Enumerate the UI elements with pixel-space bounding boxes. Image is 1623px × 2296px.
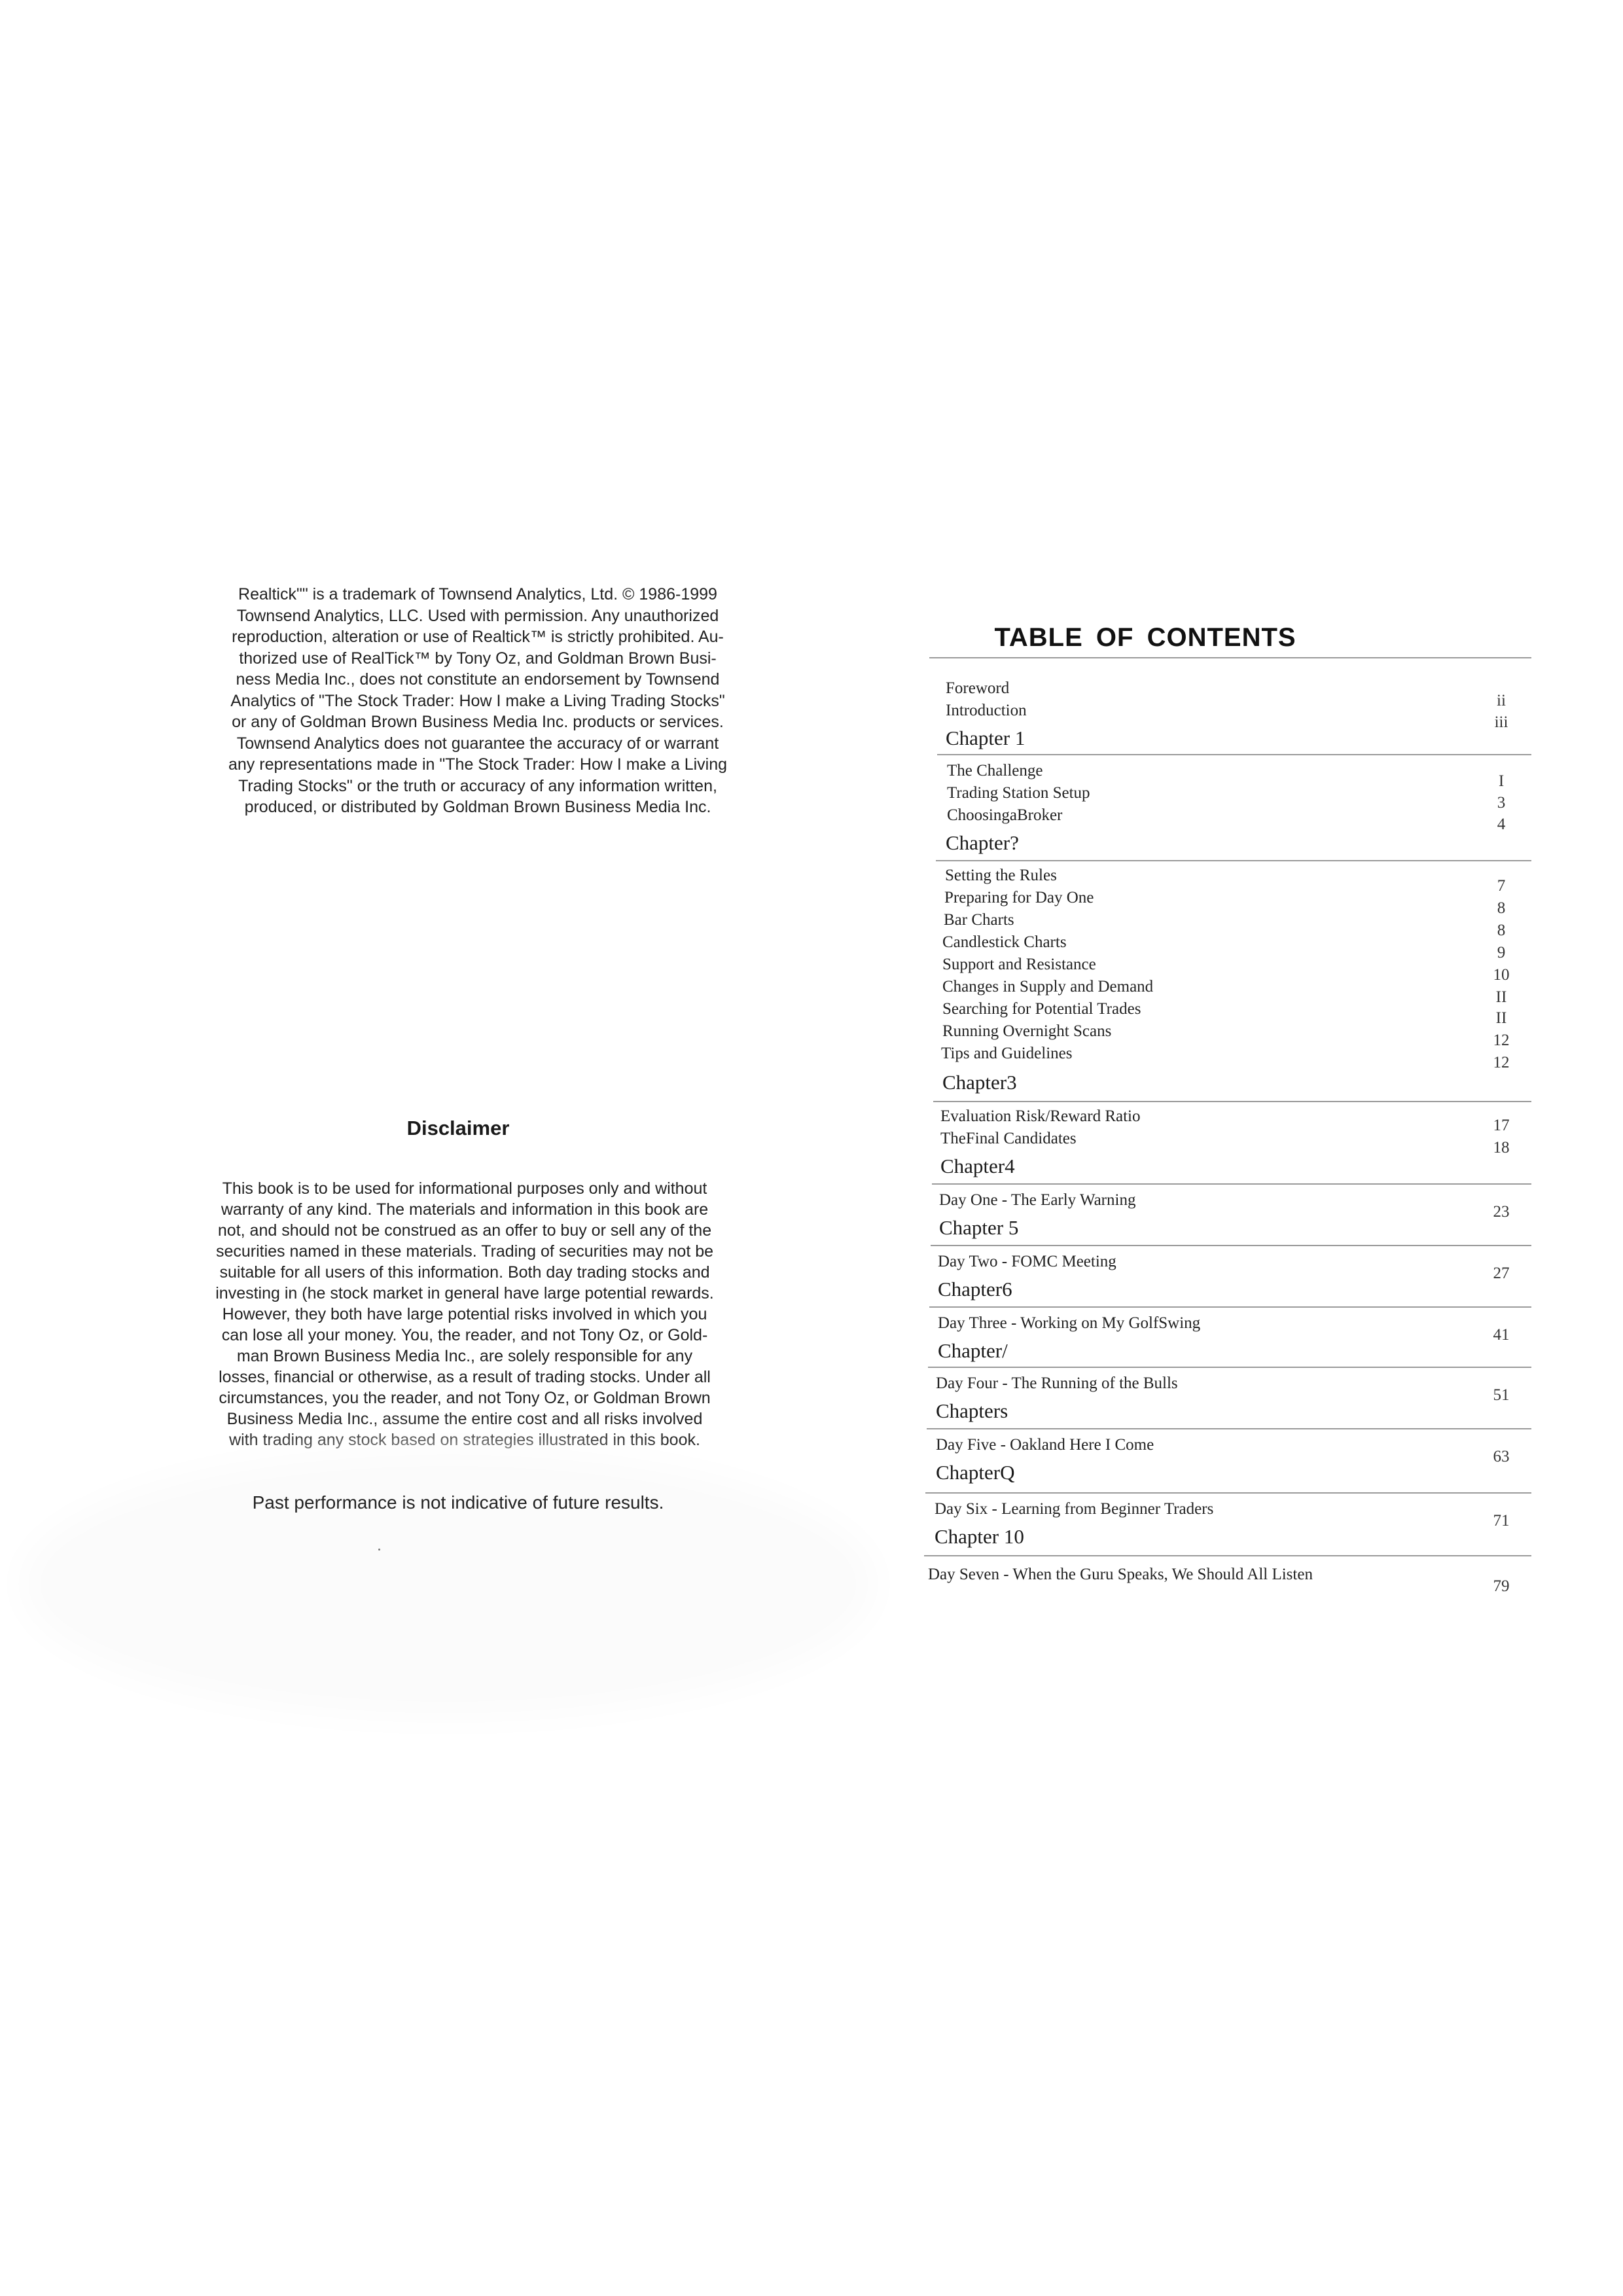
toc-page-number: iii xyxy=(1494,713,1508,731)
toc-entry: Evaluation Risk/Reward Ratio xyxy=(940,1107,1141,1125)
toc-title: TABLE OF CONTENTS xyxy=(994,623,1296,652)
toc-page-number: 27 xyxy=(1493,1265,1510,1282)
toc-entry: Running Overnight Scans xyxy=(942,1022,1112,1040)
toc-divider xyxy=(929,657,1531,658)
toc-entry: Day Three - Working on My GolfSwing xyxy=(938,1314,1201,1332)
toc-divider xyxy=(931,1245,1531,1246)
toc-page-number: 9 xyxy=(1497,944,1506,961)
disclaimer-line: with trading any stock based on strategies illustrated in this book. xyxy=(229,1431,700,1449)
toc-page-number: 79 xyxy=(1493,1577,1510,1595)
toc-entry: Introduction xyxy=(946,702,1027,719)
toc-page-number: 71 xyxy=(1493,1512,1510,1530)
toc-divider xyxy=(929,1306,1531,1308)
toc-entry: Day Seven - When the Guru Speaks, We Should All Listen xyxy=(928,1566,1313,1583)
toc-entry: Foreword xyxy=(946,679,1010,697)
toc-entry: Candlestick Charts xyxy=(942,933,1067,951)
toc-divider xyxy=(933,1101,1531,1102)
toc-entry: Setting the Rules xyxy=(945,867,1057,884)
toc-page-number: 18 xyxy=(1493,1139,1510,1157)
toc-chapter-heading: Chapter 5 xyxy=(939,1216,1019,1239)
disclaimer-line: losses, financial or otherwise, as a result of trading stocks. Under all xyxy=(219,1368,711,1386)
disclaimer-line: man Brown Business Media Inc., are solely responsible for any xyxy=(236,1347,693,1365)
disclaimer-line: warranty of any kind. The materials and information in this book are xyxy=(221,1200,709,1219)
toc-entry: ChoosingaBroker xyxy=(947,806,1063,824)
toc-page-number: II xyxy=(1495,1009,1507,1027)
trademark-line: any representations made in "The Stock Trader: How I make a Living xyxy=(228,755,728,774)
toc-divider xyxy=(928,1367,1531,1368)
toc-divider xyxy=(924,1555,1531,1556)
trademark-line: thorized use of RealTick™ by Tony Oz, and Goldman Brown Busi- xyxy=(239,649,717,668)
disclaimer-heading: Disclaimer xyxy=(406,1117,510,1139)
toc-entry: Day Five - Oakland Here I Come xyxy=(936,1436,1154,1454)
trademark-line: produced, or distributed by Goldman Brown Business Media Inc. xyxy=(244,798,711,816)
disclaimer-line: This book is to be used for informational purposes only and without xyxy=(222,1179,707,1198)
disclaimer-line: securities named in these materials. Trading of securities may not be xyxy=(215,1242,714,1261)
toc-page-number: 63 xyxy=(1493,1448,1510,1465)
toc-divider xyxy=(936,860,1531,861)
toc-page-number: 4 xyxy=(1497,816,1506,833)
disclaimer-line: However, they both have large potential risks involved in which you xyxy=(222,1305,707,1323)
trademark-line: ness Media Inc., does not constitute an endorsement by Townsend xyxy=(236,670,720,689)
toc-page-number: 8 xyxy=(1497,922,1506,939)
toc-divider xyxy=(932,1183,1531,1185)
toc-entry: TheFinal Candidates xyxy=(940,1130,1077,1147)
toc-page-number: 8 xyxy=(1497,899,1506,917)
toc-page-number: 7 xyxy=(1497,877,1506,895)
toc-page-number: 12 xyxy=(1493,1031,1510,1049)
trademark-line: or any of Goldman Brown Business Media Inc. products or services. xyxy=(232,713,724,731)
toc-entry: Preparing for Day One xyxy=(944,889,1094,906)
toc-chapter-heading: Chapter4 xyxy=(940,1155,1015,1177)
toc-page-number: ii xyxy=(1497,692,1506,709)
toc-entry: The Challenge xyxy=(947,762,1043,780)
toc-page-number: I xyxy=(1498,772,1505,790)
toc-chapter-heading: Chapter 10 xyxy=(935,1525,1024,1548)
disclaimer-line: Business Media Inc., assume the entire cost and all risks involved xyxy=(226,1410,703,1428)
past-performance-note: Past performance is not indicative of future results. xyxy=(252,1492,664,1513)
disclaimer-text xyxy=(137,1178,792,1450)
trademark-line: Analytics of "The Stock Trader: How I make a Living Trading Stocks" xyxy=(230,691,725,710)
toc-entry: Changes in Supply and Demand xyxy=(942,978,1154,996)
trademark-line: Realtick"" is a trademark of Townsend Analytics, Ltd. © 1986-1999 xyxy=(238,585,717,603)
disclaimer-line: suitable for all users of this information. Both day trading stocks and xyxy=(219,1263,710,1282)
disclaimer-line: circumstances, you the reader, and not Tony Oz, or Goldman Brown xyxy=(219,1389,711,1407)
toc-chapter-heading: Chapter? xyxy=(946,831,1019,854)
toc-divider xyxy=(925,1492,1531,1494)
disclaimer-line: not, and should not be construed as an offer to buy or sell any of the xyxy=(217,1221,712,1240)
toc-page-number: 12 xyxy=(1493,1054,1510,1071)
toc-page-number: 23 xyxy=(1493,1203,1510,1221)
toc-chapter-heading: Chapter/ xyxy=(938,1339,1008,1362)
disclaimer-line: investing in (he stock market in general have large potential rewards. xyxy=(215,1284,714,1302)
toc-entry: Day Six - Learning from Beginner Traders xyxy=(935,1500,1214,1518)
toc-chapter-heading: Chapter 1 xyxy=(946,726,1026,749)
toc-entry: Trading Station Setup xyxy=(947,784,1090,802)
toc-entry: Support and Resistance xyxy=(942,956,1096,973)
toc-entry: Day One - The Early Warning xyxy=(939,1191,1136,1209)
trademark-line: Townsend Analytics, LLC. Used with permission. Any unauthorized xyxy=(236,606,719,625)
trademark-line: Trading Stocks" or the truth or accuracy of any information written, xyxy=(238,776,717,795)
toc-entry: Day Two - FOMC Meeting xyxy=(938,1253,1116,1270)
toc-entry: Tips and Guidelines xyxy=(941,1045,1073,1062)
toc-divider xyxy=(937,754,1531,755)
toc-entry: Day Four - The Running of the Bulls xyxy=(936,1374,1178,1392)
toc-chapter-heading: ChapterQ xyxy=(936,1461,1015,1484)
toc-page-number: 10 xyxy=(1493,966,1510,984)
toc-page-number: 17 xyxy=(1493,1117,1510,1134)
toc-chapter-heading: Chapters xyxy=(936,1399,1008,1422)
toc-chapter-heading: Chapter3 xyxy=(942,1071,1017,1094)
disclaimer-line: can lose all your money. You, the reader, and not Tony Oz, or Gold- xyxy=(221,1326,708,1344)
trademark-notice xyxy=(170,584,785,818)
toc-chapter-heading: Chapter6 xyxy=(938,1278,1012,1300)
trademark-line: Townsend Analytics does not guarantee the accuracy of or warrant xyxy=(236,734,719,753)
toc-page-number: 41 xyxy=(1493,1326,1510,1344)
toc-divider xyxy=(927,1428,1531,1429)
toc-entry: Searching for Potential Trades xyxy=(942,1000,1141,1018)
toc-entry: Bar Charts xyxy=(944,911,1014,929)
trademark-line: reproduction, alteration or use of Realtick™ is strictly prohibited. Au- xyxy=(232,628,724,646)
toc-page-number: II xyxy=(1495,988,1507,1006)
scan-speck xyxy=(378,1549,380,1551)
toc-page-number: 51 xyxy=(1493,1386,1510,1404)
toc-page-number: 3 xyxy=(1497,794,1506,812)
